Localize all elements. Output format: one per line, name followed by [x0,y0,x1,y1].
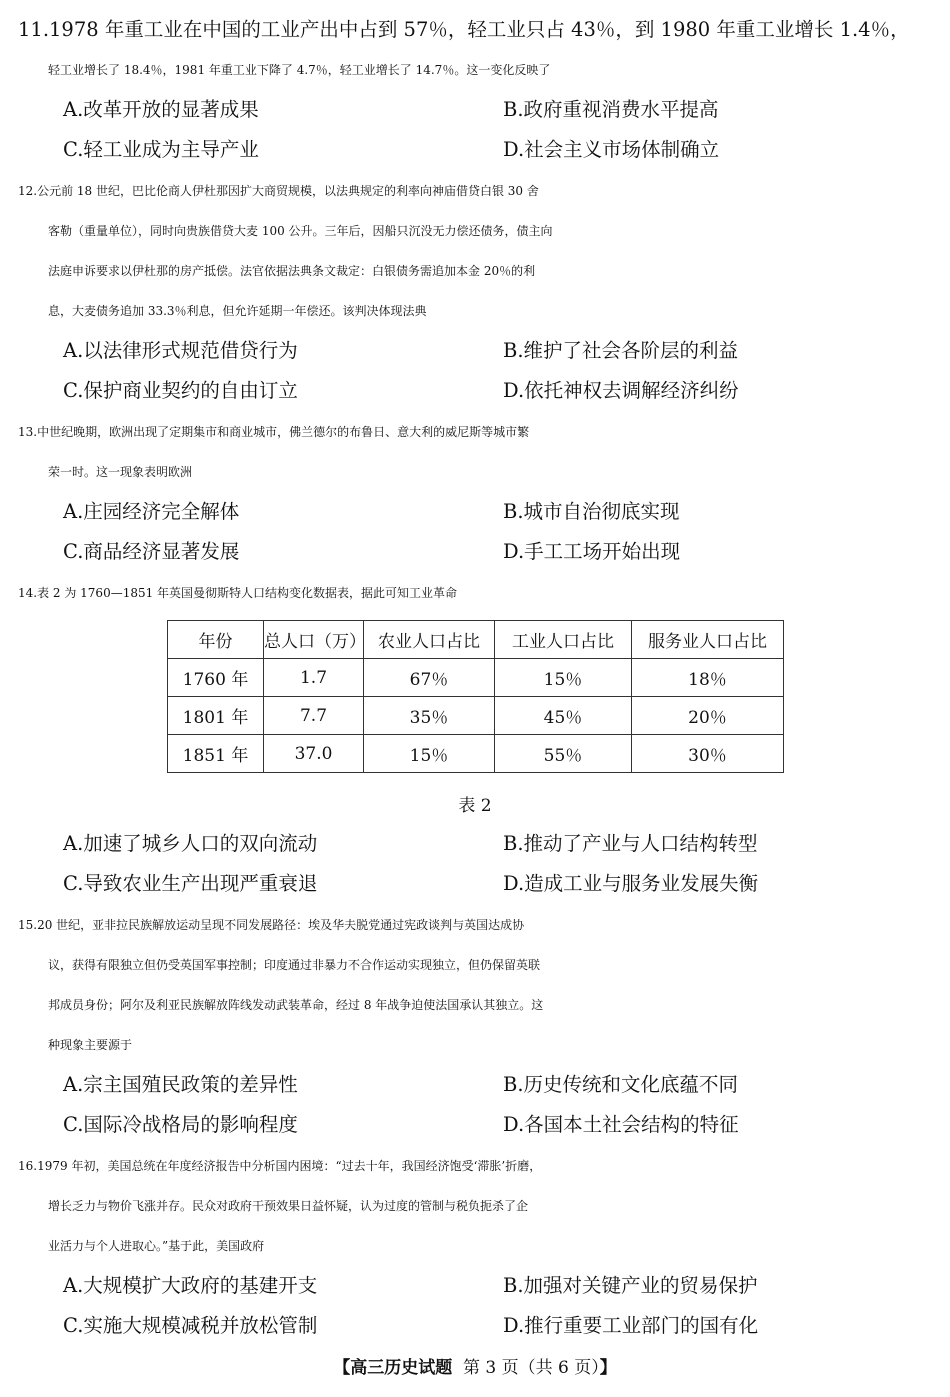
option-b: B.城市自治彻底实现 [503,500,680,523]
question-stem-line: 轻工业增长了 18.4％，1981 年重工业下降了 4.7％，轻工业增长了 14.7％。这一变化反映了 [48,63,551,77]
table-row [168,735,784,773]
page-footer [0,1356,950,1380]
table-cell: 15％ [364,735,495,773]
option-b: B.历史传统和文化底蕴不同 [503,1073,739,1096]
option-c: C.导致农业生产出现严重衰退 [63,872,318,895]
exam-title: 高三历史试题 [350,1358,453,1378]
page-number: 第 3 页（共 6 页） [463,1358,600,1378]
option-a: A.加速了城乡人口的双向流动 [63,832,318,855]
table-header-cell: 工业人口占比 [495,621,632,659]
question-stem-line: 12.公元前 18 世纪，巴比伦商人伊杜那因扩大商贸规模，以法典规定的利率向神庙借贷白银 30 舍 [18,184,539,198]
table-cell: 55％ [495,735,632,773]
question-stem-line: 法庭申诉要求以伊杜那的房产抵偿。法官依据法典条文裁定：白银债务需追加本金 20％的利 [48,264,536,278]
option-c: C.国际冷战格局的影响程度 [63,1113,298,1136]
table-caption: 表 2 [458,796,492,816]
question-stem-line: 增长乏力与物价飞涨并存。民众对政府干预效果日益怀疑，认为过度的管制与税负扼杀了企 [48,1199,529,1213]
table-header-cell: 总人口（万） [264,621,364,659]
table-cell: 37.0 [264,735,364,773]
question-stem-line: 14.表 2 为 1760—1851 年英国曼彻斯特人口结构变化数据表，据此可知工业革命 [18,586,458,600]
option-c: C.实施大规模减税并放松管制 [63,1314,318,1337]
footer-bracket-open: 【 [333,1358,351,1378]
table-cell: 1760 年 [168,659,264,697]
population-table [167,620,784,773]
question-stem-line: 16.1979 年初，美国总统在年度经济报告中分析国内困境：“过去十年，我国经济饱受‘滞胀’折磨， [18,1159,542,1173]
option-b: B.推动了产业与人口结构转型 [503,832,758,855]
table-header-cell: 服务业人口占比 [632,621,784,659]
table-row [168,659,784,697]
option-b: B.维护了社会各阶层的利益 [503,339,739,362]
option-c: C.商品经济显著发展 [63,540,240,563]
table-cell: 15％ [495,659,632,697]
option-d: D.手工工场开始出现 [503,540,681,563]
table-cell: 1851 年 [168,735,264,773]
option-b: B.加强对关键产业的贸易保护 [503,1274,758,1297]
question-stem-line: 议，获得有限独立但仍受英国军事控制；印度通过非暴力不合作运动实现独立，但仍保留英联 [48,958,541,972]
table-header-cell: 年份 [168,621,264,659]
question-stem-line: 15.20 世纪，亚非拉民族解放运动呈现不同发展路径：埃及华夫脱党通过宪政谈判与英国达成协 [18,918,525,932]
footer-bracket-close: 】 [599,1358,617,1378]
option-c: C.保护商业契约的自由订立 [63,379,298,402]
question-stem-line: 13.中世纪晚期，欧洲出现了定期集市和商业城市，佛兰德尔的布鲁日、意大利的威尼斯等城市繁 [18,425,530,439]
table-cell: 7.7 [264,697,364,735]
option-d: D.造成工业与服务业发展失衡 [503,872,759,895]
question-stem-line: 息，大麦债务追加 33.3％利息，但允许延期一年偿还。该判决体现法典 [48,304,427,318]
question-stem-line: 荣一时。这一现象表明欧洲 [48,465,193,479]
table-cell: 67％ [364,659,495,697]
option-b: B.政府重视消费水平提高 [503,98,719,121]
table-row [168,697,784,735]
table-header-row [168,621,784,659]
table-header-cell: 农业人口占比 [364,621,495,659]
table-cell: 45％ [495,697,632,735]
table-cell: 1.7 [264,659,364,697]
option-d: D.社会主义市场体制确立 [503,138,720,161]
option-d: D.推行重要工业部门的国有化 [503,1314,759,1337]
table-cell: 20％ [632,697,784,735]
option-c: C.轻工业成为主导产业 [63,138,259,161]
table-cell: 30％ [632,735,784,773]
option-a: A.改革开放的显著成果 [63,98,259,121]
question-stem-line: 客勒（重量单位），同时向贵族借贷大麦 100 公升。三年后，因船只沉没无力偿还债务，债主向 [48,224,553,238]
question-stem-line: 业活力与个人进取心。”基于此，美国政府 [48,1239,265,1253]
option-a: A.大规模扩大政府的基建开支 [63,1274,318,1297]
table-cell: 18％ [632,659,784,697]
option-d: D.各国本土社会结构的特征 [503,1113,739,1136]
option-d: D.依托神权去调解经济纠纷 [503,379,739,402]
table-cell: 35％ [364,697,495,735]
question-stem-line: 11.1978 年重工业在中国的工业产出中占到 57％，轻工业只占 43％，到 1980 年重工业增长 1.4％， [18,18,910,41]
option-a: A.宗主国殖民政策的差异性 [63,1073,298,1096]
table-cell: 1801 年 [168,697,264,735]
option-a: A.庄园经济完全解体 [63,500,240,523]
question-stem-line: 种现象主要源于 [48,1038,133,1052]
option-a: A.以法律形式规范借贷行为 [63,339,298,362]
question-stem-line: 邦成员身份；阿尔及利亚民族解放阵线发动武装革命，经过 8 年战争迫使法国承认其独立。这 [48,998,544,1012]
